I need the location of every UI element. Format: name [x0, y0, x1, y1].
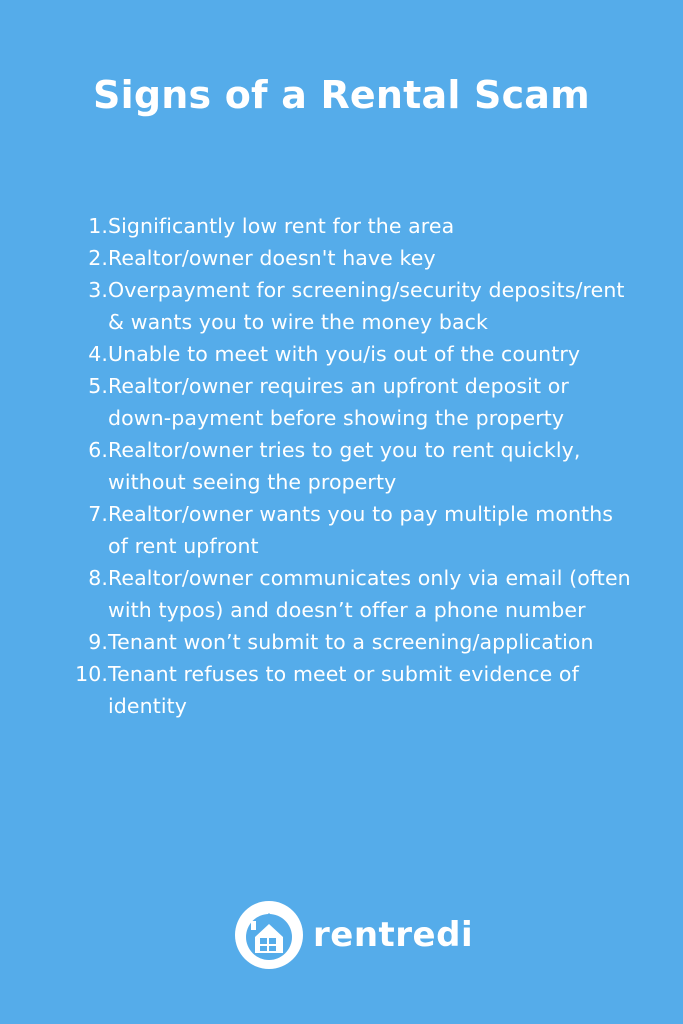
list-item-text: Unable to meet with you/is out of the country [108, 342, 581, 366]
list-item-text: Significantly low rent for the area [108, 214, 455, 238]
list-item-text: Tenant refuses to meet or submit evidence of identity [108, 662, 579, 718]
list-item-text: Realtor/owner wants you to pay multiple months of rent upfront [108, 502, 614, 558]
list-item [72, 338, 632, 370]
brand-name: rentredi [313, 915, 474, 955]
list-item-text: Realtor/owner tries to get you to rent quickly, without seeing the property [108, 438, 581, 494]
scam-signs-list [72, 210, 632, 722]
list-item-number: 9. [88, 630, 108, 654]
list-item-number: 1. [88, 214, 108, 238]
list-item-text: Realtor/owner communicates only via email (often with typos) and doesn’t offer a phone number [108, 566, 631, 622]
list-item-number: 7. [88, 502, 108, 526]
page-title: Signs of a Rental Scam [93, 73, 590, 117]
brand-logo [233, 897, 474, 973]
list-item-number: 8. [88, 566, 108, 590]
list-item [72, 210, 632, 242]
rentredi-house-logo-icon [233, 899, 305, 971]
list-item-text: Overpayment for screening/security deposits/rent & wants you to wire the money back [108, 278, 625, 334]
list-item-text: Realtor/owner requires an upfront deposit or down-payment before showing the property [108, 374, 569, 430]
list-item [72, 434, 632, 498]
list-item-number: 5. [88, 374, 108, 398]
list-item-number: 6. [88, 438, 108, 462]
list-item [72, 274, 632, 338]
list-item [72, 370, 632, 434]
list-item-number: 2. [88, 246, 108, 270]
list-item-text: Realtor/owner doesn't have key [108, 246, 436, 270]
list-item-text: Tenant won’t submit to a screening/application [108, 630, 594, 654]
list-item [72, 626, 632, 658]
list-item-number: 10. [75, 662, 108, 686]
list-item [72, 242, 632, 274]
list-item-number: 3. [88, 278, 108, 302]
list-item [72, 658, 632, 722]
list-item [72, 498, 632, 562]
list-item-number: 4. [88, 342, 108, 366]
list-item [72, 562, 632, 626]
